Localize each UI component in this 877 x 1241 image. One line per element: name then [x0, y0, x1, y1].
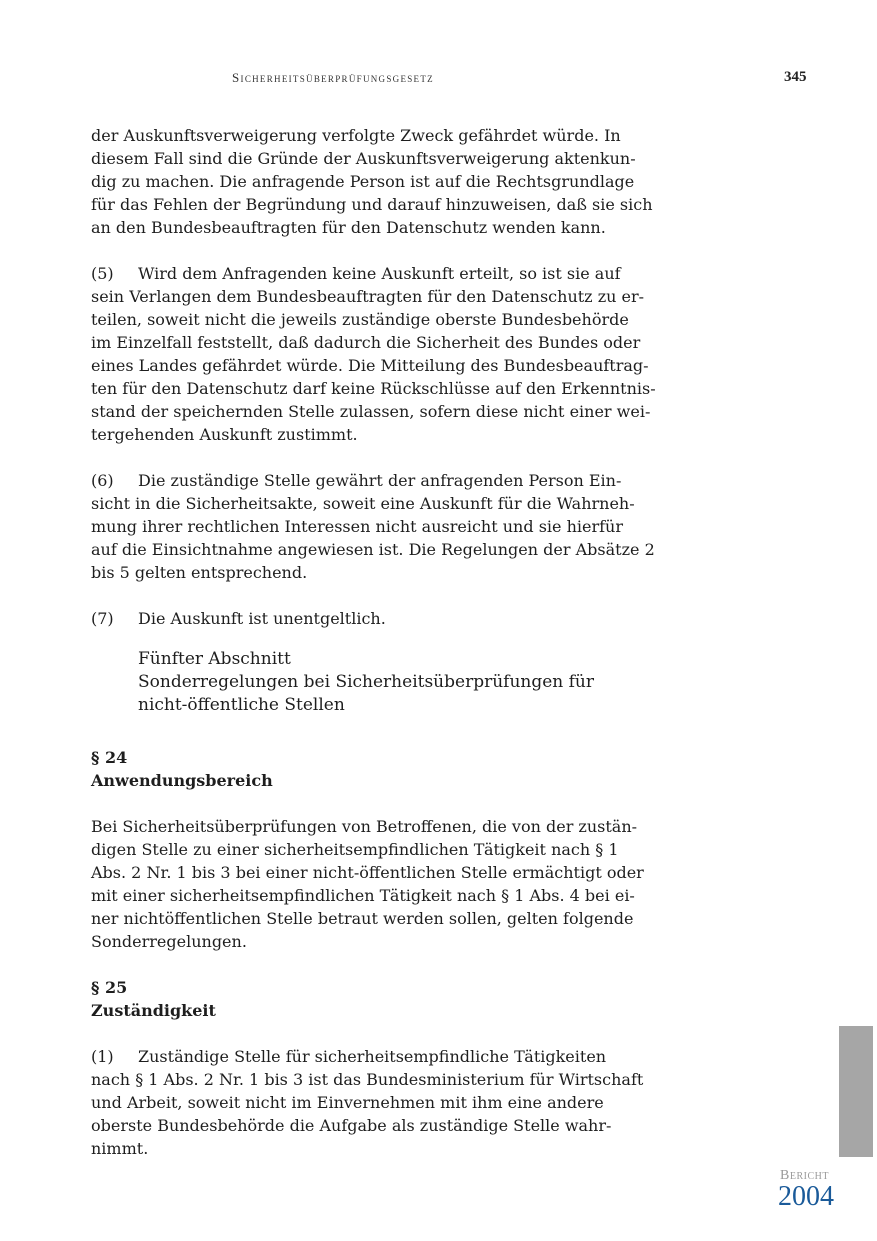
paragraph-6: [91, 469, 655, 584]
article-25-heading: [91, 976, 651, 1022]
article-25-paragraph-1: [91, 1045, 651, 1160]
running-header-title: Sicherheitsüberprüfungsgesetz: [232, 70, 434, 85]
text-line: sein Verlangen dem Bundesbeauftragten für den Datenschutz zu er-: [91, 287, 645, 306]
text-line: eines Landes gefährdet würde. Die Mitteilung des Bundesbeauftrag-: [91, 356, 649, 375]
paragraph-number: (7): [91, 609, 114, 628]
text-line: nach § 1 Abs. 2 Nr. 1 bis 3 ist das Bundesministerium für Wirtschaft: [91, 1070, 644, 1089]
article-title: Zuständigkeit: [91, 1001, 216, 1020]
text-line: dig zu machen. Die anfragende Person ist auf die Rechtsgrundlage: [91, 172, 635, 191]
text-line: digen Stelle zu einer sicherheitsempfindlichen Tätigkeit nach § 1: [91, 840, 619, 859]
text-line: [91, 469, 651, 492]
text-line: oberste Bundesbehörde die Aufgabe als zuständige Stelle wahr-: [91, 1116, 612, 1135]
section-heading: [138, 648, 651, 717]
paragraph-5: [91, 262, 656, 446]
article-24-body: [91, 815, 651, 953]
text-line: der Auskunftsverweigerung verfolgte Zweck gefährdet würde. In: [91, 126, 621, 145]
section-title: nicht-öffentliche Stellen: [138, 695, 345, 715]
text-line-content: Die Auskunft ist unentgeltlich.: [138, 609, 386, 628]
paragraph-number: (5): [91, 264, 114, 283]
text-line: tergehenden Auskunft zustimmt.: [91, 425, 358, 444]
text-line-content: Zuständige Stelle für sicherheitsempfindliche Tätigkeiten: [138, 1047, 607, 1066]
logo-word: Bericht: [780, 1168, 829, 1183]
paragraph-number: (6): [91, 471, 114, 490]
chapter-thumb-tab: [839, 1026, 873, 1157]
page-number: 345: [784, 69, 807, 85]
paragraph-7: [91, 607, 651, 630]
text-line: [91, 607, 651, 630]
text-line: teilen, soweit nicht die jeweils zuständige oberste Bundesbehörde: [91, 310, 629, 329]
text-line: bis 5 gelten entsprechend.: [91, 563, 308, 582]
text-line-content: Die zuständige Stelle gewährt der anfragenden Person Ein-: [138, 471, 622, 490]
text-line: mung ihrer rechtlichen Interessen nicht ausreicht und sie hierfür: [91, 517, 623, 536]
text-line: stand der speichernden Stelle zulassen, sofern diese nicht einer wei-: [91, 402, 651, 421]
text-line: im Einzelfall feststellt, daß dadurch die Sicherheit des Bundes oder: [91, 333, 641, 352]
section-number: Fünfter Abschnitt: [138, 649, 291, 669]
text-line: nimmt.: [91, 1139, 149, 1158]
section-title: Sonderregelungen bei Sicherheitsüberprüfungen für: [138, 672, 595, 692]
page-body: [91, 124, 656, 1183]
text-line: für das Fehlen der Begründung und darauf hinzuweisen, daß sie sich: [91, 195, 653, 214]
article-title: Anwendungsbereich: [91, 771, 273, 790]
report-logo: [778, 1168, 848, 1210]
logo-year: 2004: [778, 1181, 834, 1212]
article-number: § 25: [91, 978, 128, 997]
text-line: Sonderregelungen.: [91, 932, 247, 951]
text-line-content: Wird dem Anfragenden keine Auskunft erteilt, so ist sie auf: [138, 264, 621, 283]
article-24-heading: [91, 746, 651, 792]
paragraph-continuation: [91, 124, 651, 239]
text-line: [91, 262, 651, 285]
text-line: auf die Einsichtnahme angewiesen ist. Die Regelungen der Absätze 2: [91, 540, 655, 559]
text-line: mit einer sicherheitsempfindlichen Tätigkeit nach § 1 Abs. 4 bei ei-: [91, 886, 635, 905]
text-line: ten für den Datenschutz darf keine Rückschlüsse auf den Erkenntnis-: [91, 379, 656, 398]
text-line: und Arbeit, soweit nicht im Einvernehmen mit ihm eine andere: [91, 1093, 604, 1112]
text-line: Abs. 2 Nr. 1 bis 3 bei einer nicht-öffentlichen Stelle ermächtigt oder: [91, 863, 644, 882]
text-line: Bei Sicherheitsüberprüfungen von Betroffenen, die von der zustän-: [91, 817, 638, 836]
text-line: diesem Fall sind die Gründe der Auskunftsverweigerung aktenkun-: [91, 149, 636, 168]
article-number: § 24: [91, 748, 128, 767]
text-line: ner nichtöffentlichen Stelle betraut werden sollen, gelten folgende: [91, 909, 634, 928]
text-line: sicht in die Sicherheitsakte, soweit eine Auskunft für die Wahrneh-: [91, 494, 635, 513]
paragraph-number: (1): [91, 1047, 114, 1066]
text-line: [91, 1045, 651, 1068]
text-line: an den Bundesbeauftragten für den Datenschutz wenden kann.: [91, 218, 606, 237]
